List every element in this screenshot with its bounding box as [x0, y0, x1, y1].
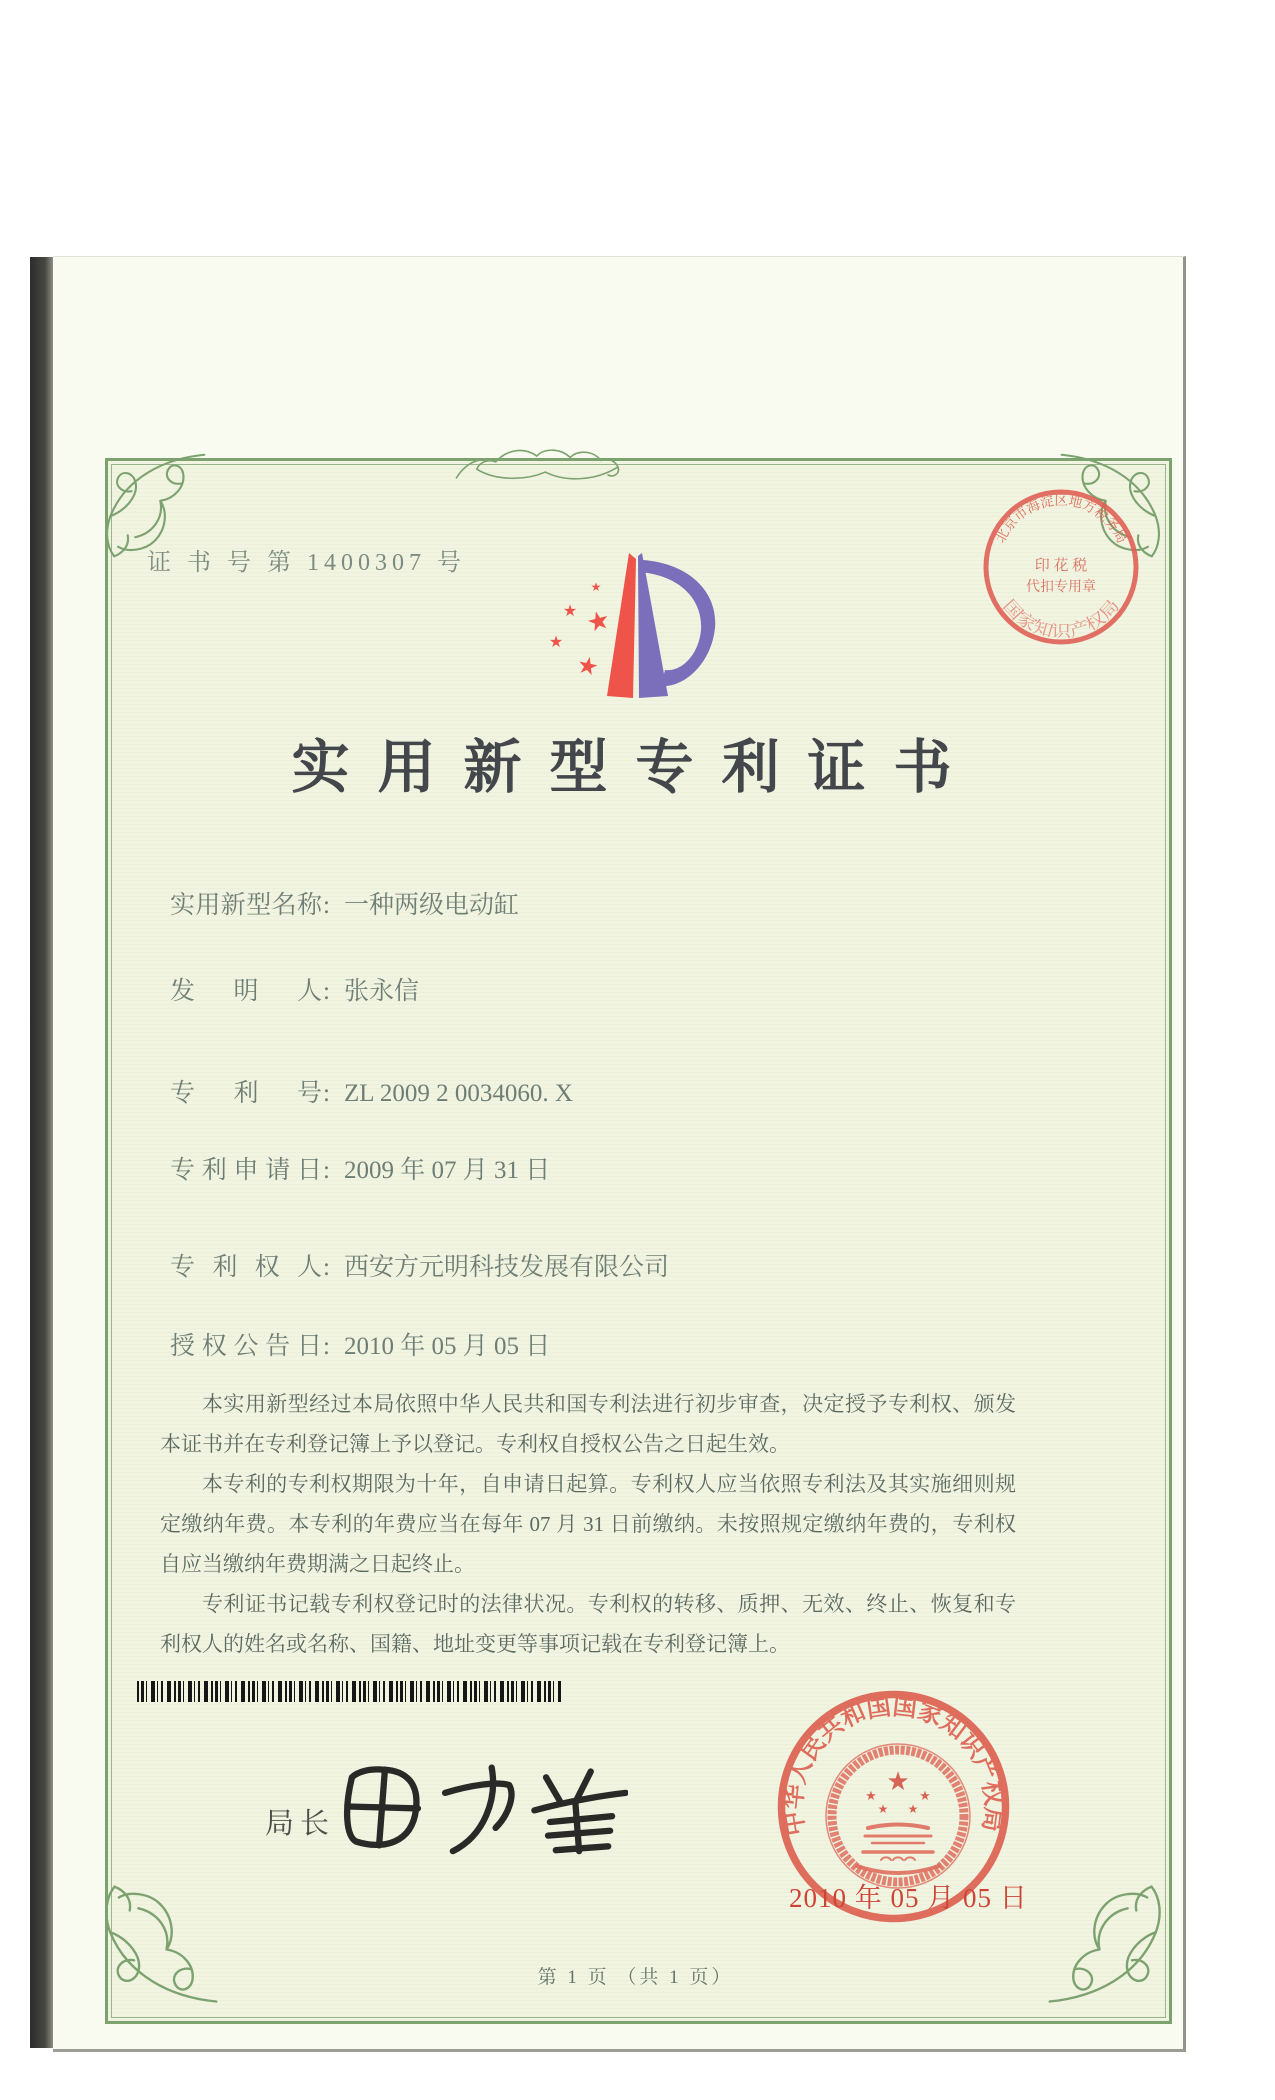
tax-stamp-line2: 代扣专用章: [1026, 580, 1096, 595]
legal-text: [160, 1384, 1016, 1664]
svg-text:★: ★: [919, 1788, 931, 1803]
field-label: 发明人: [170, 978, 322, 1005]
field-label: 专利权人: [170, 1254, 322, 1281]
svg-text:★: ★: [574, 652, 601, 682]
field-value: 一种两级电动缸: [343, 892, 519, 919]
svg-text:★: ★: [886, 1767, 910, 1796]
field-colon: :: [323, 978, 330, 1005]
svg-text:★: ★: [583, 604, 614, 639]
certificate-title: 实用新型专利证书: [291, 735, 980, 800]
tax-stamp-line1: 印 花 税: [1034, 558, 1088, 574]
svg-text:★: ★: [562, 603, 578, 620]
field-value: 西安方元明科技发展有限公司: [343, 1254, 669, 1281]
legal-paragraph: 本实用新型经过本局依照中华人民共和国专利法进行初步审查，决定授予专利权、颁发本证书并在专利登记簿上予以登记。专利权自授权公告之日起生效。: [160, 1392, 1016, 1456]
sipo-logo-icon: [543, 550, 723, 702]
field-label: 实用新型名称: [170, 892, 322, 919]
legal-paragraph: 专利证书记载专利权登记时的法律状况。专利权的转移、质押、无效、终止、恢复和专利权人的姓名或名称、国籍、地址变更等事项记载在专利登记簿上。: [160, 1592, 1016, 1656]
signature-tian-li-pu: [336, 1756, 628, 1856]
binding-strip: [30, 257, 53, 2048]
field-label: 专利申请日: [170, 1157, 322, 1184]
field-utility-model-name: [170, 885, 519, 921]
legal-paragraph: 本专利的专利权期限为十年，自申请日起算。专利权人应当依照专利法及其实施细则规定缴纳年费。本专利的年费应当在每年 07 月 31 日前缴纳。未按照规定缴纳年费的，专利权自应当缴纳年费期满之日起终止。: [160, 1472, 1016, 1576]
tax-stamp-seal: [980, 486, 1142, 648]
certificate-number: 证 书 号 第 1400307 号: [147, 550, 466, 576]
barcode: [137, 1681, 561, 1702]
dragon-ornament-icon: [452, 438, 627, 493]
tax-stamp-arc-bottom: 国家知识产权局: [999, 596, 1122, 642]
field-label: 专利号: [170, 1080, 322, 1107]
svg-text:★: ★: [548, 634, 564, 651]
field-inventor: [170, 971, 419, 1007]
svg-text:★: ★: [865, 1788, 877, 1803]
field-value: 2009 年 07 月 31 日: [343, 1157, 551, 1184]
field-grant-date: [170, 1326, 550, 1362]
signer-title: 局长: [265, 1808, 336, 1840]
field-patent-number: [170, 1073, 573, 1109]
national-emblem-icon: [826, 1744, 970, 1888]
field-colon: :: [323, 1333, 330, 1360]
seal-ring-text: 中华人民共和国国家知识产权局: [777, 1690, 1010, 1838]
svg-text:中华人民共和国国家知识产权局: [778, 1691, 1009, 1838]
field-value: ZL 2009 2 0034060. X: [343, 1080, 573, 1107]
field-application-date: [170, 1150, 550, 1186]
field-label: 授权公告日: [170, 1333, 322, 1360]
tax-stamp-arc-top: 北京市海淀区地方税务局: [993, 493, 1130, 547]
svg-text:★: ★: [877, 1802, 889, 1816]
field-colon: :: [323, 1254, 330, 1281]
svg-text:★: ★: [590, 580, 602, 594]
svg-text:国家知识产权局: [999, 596, 1123, 641]
field-colon: :: [323, 1157, 330, 1184]
field-patentee: [170, 1247, 669, 1283]
seal-date: 2010 年 05 月 05 日: [789, 1883, 1028, 1913]
field-colon: :: [323, 1080, 330, 1107]
svg-text:★: ★: [907, 1802, 919, 1816]
field-colon: :: [323, 892, 330, 919]
field-value: 张永信: [343, 978, 419, 1005]
svg-text:北京市海淀区地方税务局: [992, 492, 1129, 546]
field-value: 2010 年 05 月 05 日: [343, 1333, 551, 1360]
page-footer: 第 1 页 （共 1 页）: [537, 1967, 734, 1988]
